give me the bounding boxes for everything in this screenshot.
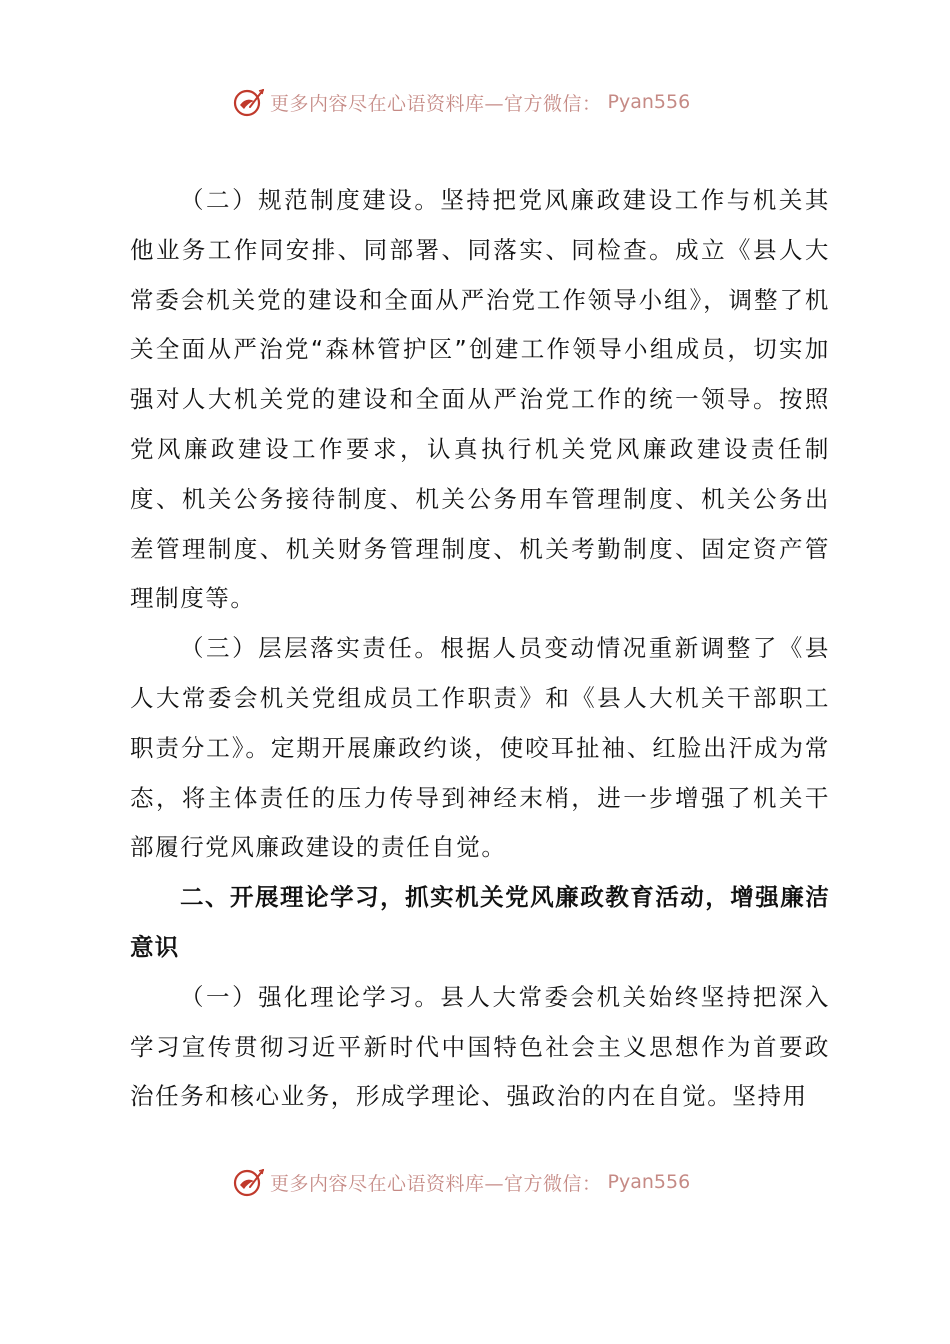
watermark-site-text: 更多内容尽在心语资料库—官方微信： [270,1172,602,1195]
document-body [130,176,830,1122]
quill-seal-icon [232,85,266,119]
quill-seal-icon [232,1165,266,1199]
watermark-banner-top [232,82,690,122]
section-heading-2: 二、开展理论学习，抓实机关党风廉政教育活动，增强廉洁意识 [130,883,830,961]
watermark-wechat-id: Pyan556 [607,91,691,113]
watermark-site-text: 更多内容尽在心语资料库—官方微信： [270,92,602,115]
paragraph-norm-system: （二）规范制度建设。坚持把党风廉政建设工作与机关其他业务工作同安排、同部署、同落实、同检查。成立《县人大常委会机关党的建设和全面从严治党工作领导小组》，调整了机关全面从严治党“森林管护区”创建工作领导小组成员，切实加强对人大机关党的建设和全面从严治党工作的统一领导。按照党风廉政建设工作要求，认真执行机关党风廉政建设责任制度、机关公务接待制度、机关公务用车管理制度、机关公务出差管理制度、机关财务管理制度、机关考勤制度、固定资产管理制度等。 [130,186,830,613]
paragraph-theory-study: （一）强化理论学习。县人大常委会机关始终坚持把深入学习宣传贯彻习近平新时代中国特色社会主义思想作为首要政治任务和核心业务，形成学理论、强政治的内在自觉。坚持用 [130,982,830,1111]
paragraph-implement-responsibility: （三）层层落实责任。根据人员变动情况重新调整了《县人大常委会机关党组成员工作职责》和《县人大机关干部职工职责分工》。定期开展廉政约谈，使咬耳扯袖、红脸出汗成为常态，将主体责任的压力传导到神经末梢，进一步增强了机关干部履行党风廉政建设的责任自觉。 [130,634,830,862]
watermark-banner-bottom [232,1162,690,1202]
watermark-wechat-id: Pyan556 [607,1171,691,1193]
